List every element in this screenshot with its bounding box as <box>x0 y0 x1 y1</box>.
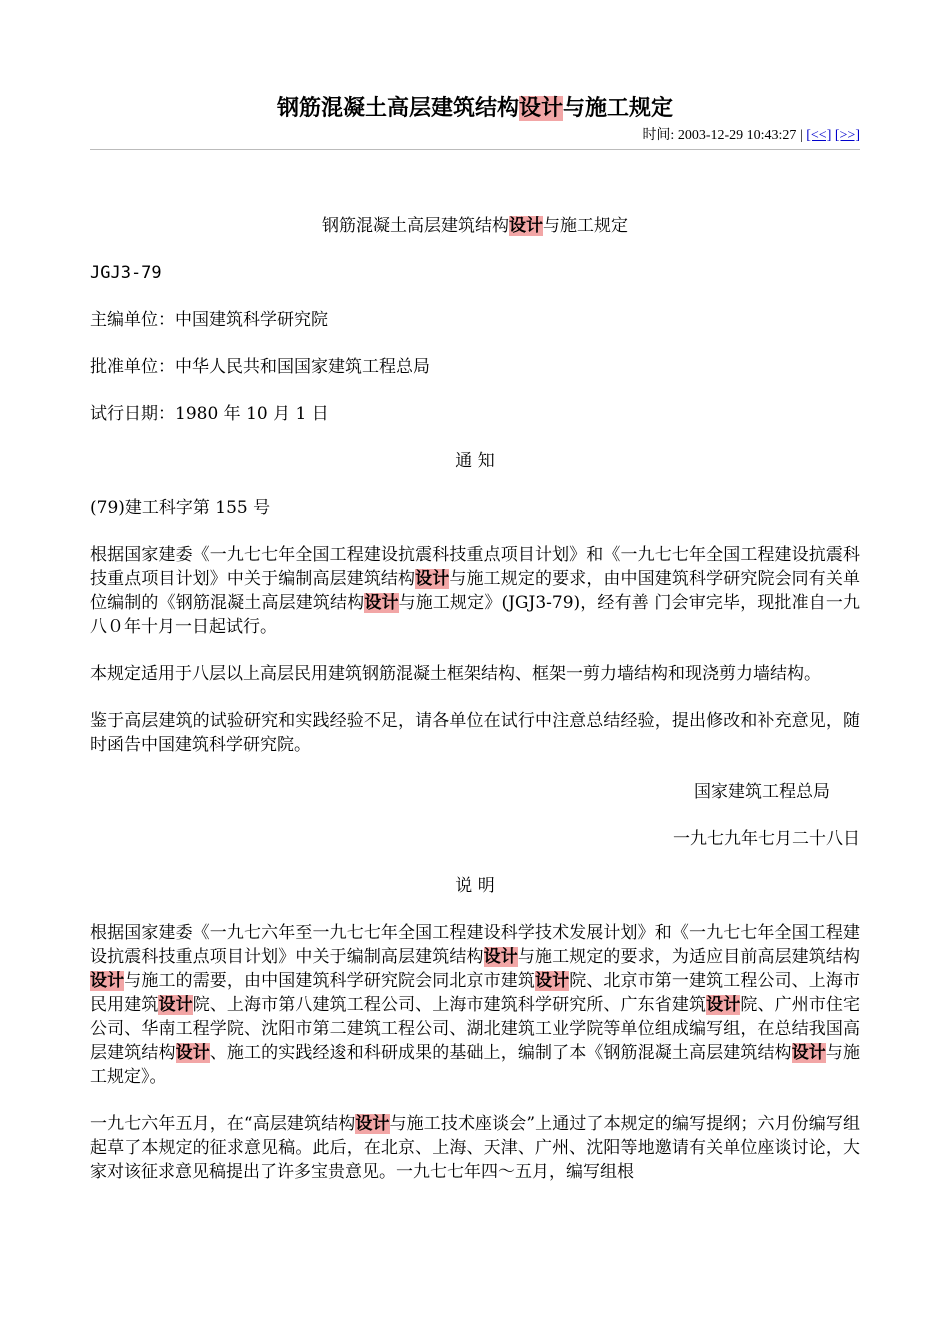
paragraph <box>90 1112 860 1184</box>
text-run: 根据国家建委《一九七六年至一九七七年全国工程建设科学技术发展计划》和《一九七七年全国工程建设抗震科技重点项目计划》中关于编制高层建筑结构 <box>90 923 860 967</box>
search-highlight: 设计 <box>518 96 563 121</box>
page-title-text-b: 与施工规定 <box>563 96 674 121</box>
article-meta <box>642 126 860 146</box>
search-highlight: 设计 <box>483 947 518 967</box>
text-run: 与施工规定的要求，由中国建筑科学研究院会同有关单位编制的《钢筋混凝土高层建筑结构 <box>90 569 861 613</box>
search-highlight: 设计 <box>158 995 193 1015</box>
text-run: 与施工的需要，由中国建筑科学研究院会同北京市建筑 <box>124 971 535 991</box>
standard-code: JGJ3-79 <box>90 263 162 283</box>
search-highlight: 设计 <box>415 569 450 589</box>
text-run: 根据国家建委《一九七七年全国工程建设抗震科技重点项目计划》和《一九七七年全国工程建设抗震科技重点项目计划》中关于编制高层建筑结构 <box>90 545 860 589</box>
page-title <box>0 92 950 126</box>
search-highlight: 设计 <box>355 1114 390 1134</box>
document-title <box>90 214 860 238</box>
explain-heading: 说 明 <box>455 876 495 896</box>
next-article-link[interactable]: [>>] <box>834 128 860 143</box>
search-highlight: 设计 <box>364 593 399 613</box>
approver-unit: 批准单位：中华人民共和国国家建筑工程总局 <box>90 357 430 377</box>
text-run: 一九七六年五月，在“高层建筑结构 <box>90 1114 356 1134</box>
doc-title-a: 钢筋混凝土高层建筑结构 <box>322 216 509 236</box>
text-run: 与施工规定的要求，为适应目前高层建筑结构 <box>517 947 861 967</box>
timestamp: 时间: 2003-12-29 10:43:27 <box>642 128 797 143</box>
signer: 国家建筑工程总局 <box>694 782 830 802</box>
paragraph <box>90 921 860 1089</box>
search-highlight: 设计 <box>534 971 570 991</box>
document-body <box>90 214 860 1207</box>
sign-date: 一九七九年七月二十八日 <box>673 829 860 849</box>
prev-article-link[interactable]: [<<] <box>806 128 832 143</box>
notice-heading: 通 知 <box>455 451 495 471</box>
header-divider <box>90 149 860 150</box>
text-run: 与施工技术座谈会”上通过了本规定的编写提纲；六月份编写组起草了本规定的征求意见稿。此后，在北京、上海、天津、广州、沈阳等地邀请有关单位座谈讨论，大家对该征求意见稿提出了许多宝贵意见。一九七七年四～五月，编写组根 <box>90 1114 860 1182</box>
search-highlight: 设计 <box>90 971 125 991</box>
text-run: 、施工的实践经逡和科研成果的基础上，编制了本《钢筋混凝土高层建筑结构 <box>209 1043 792 1063</box>
search-highlight: 设计 <box>791 1043 826 1063</box>
meta-separator: | <box>796 128 807 143</box>
text-run: 院、广州市住宅公司、华南工程学院、沈阳市第二建筑工程公司、湖北建筑工业学院等单位组成编写组，在总结我国高层建筑结构 <box>90 995 861 1063</box>
notice-number: (79)建工科字第 155 号 <box>90 498 271 518</box>
paragraph: 鉴于高层建筑的试验研究和实践经验不足，请各单位在试行中注意总结经验，提出修改和补充意见，随时函告中国建筑科学研究院。 <box>90 711 860 755</box>
editor-unit: 主编单位：中国建筑科学研究院 <box>90 310 328 330</box>
doc-title-b: 与施工规定 <box>543 216 628 236</box>
paragraph <box>90 543 860 639</box>
search-highlight: 设计 <box>509 216 543 236</box>
page-title-text-a: 钢筋混凝土高层建筑结构 <box>276 96 519 121</box>
text-run: 与施工规定》。 <box>90 1043 861 1087</box>
search-highlight: 设计 <box>706 995 741 1015</box>
text-run: 院、北京市第一建筑工程公司、上海市民用建筑 <box>90 971 861 1015</box>
paragraph: 本规定适用于八层以上高层民用建筑钢筋混凝土框架结构、框架一剪力墙结构和现浇剪力墙结构。 <box>90 664 821 684</box>
search-highlight: 设计 <box>175 1043 210 1063</box>
text-run: 院、上海市第八建筑工程公司、上海市建筑科学研究所、广东省建筑 <box>192 995 707 1015</box>
trial-date: 试行日期：1980 年 10 月 1 日 <box>90 404 329 424</box>
text-run: 与施工规定》(JGJ3-79)，经有善 门会审完毕，现批准自一九八０年十月一日起试行。 <box>90 593 861 637</box>
